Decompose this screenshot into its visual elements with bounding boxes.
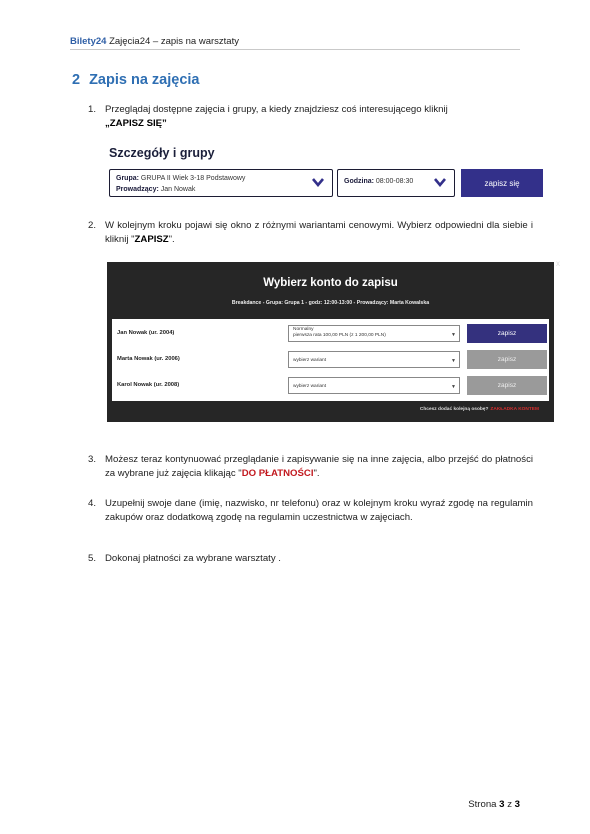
modal-title: Wybierz konto do zapisu — [263, 277, 398, 289]
page-sep: z — [507, 799, 512, 810]
account-list — [112, 319, 549, 401]
account-row — [112, 321, 549, 347]
variant-select[interactable] — [288, 325, 460, 342]
document-header — [70, 36, 239, 47]
header-divider — [70, 49, 520, 50]
account-name: Jan Nowak (ur. 2004) — [117, 330, 175, 336]
page-number: 3 — [499, 799, 505, 810]
chevron-down-icon — [434, 178, 446, 187]
group-select[interactable] — [109, 169, 333, 197]
enroll-button[interactable]: zapisz — [467, 350, 547, 369]
list-item — [88, 497, 533, 525]
list-number: 1. — [88, 104, 97, 115]
leader-label: Prowadzący: — [116, 186, 159, 193]
page-total: 3 — [514, 799, 520, 810]
list-item — [88, 219, 533, 247]
leader-value: Jan Nowak — [160, 186, 196, 193]
list-number: 5. — [88, 553, 97, 564]
dropdown-arrow-icon: ▼ — [451, 332, 456, 338]
list-item — [88, 103, 533, 131]
add-person-link[interactable]: ZAKŁADKA KONTEM — [490, 407, 539, 412]
list-bold: DO PŁATNOŚCI — [241, 468, 314, 479]
dropdown-arrow-icon: ▼ — [451, 358, 456, 364]
list-text: W kolejnym kroku pojawi się okno z różnymi wariantami cenowymi. Wybierz odpowiedni dla siebie i kliknij " — [105, 220, 533, 245]
section-heading — [72, 72, 200, 88]
variant-line2: pierwsza rata 100,00 PLN (z 1 200,00 PLN) — [293, 333, 386, 338]
list-number: 4. — [88, 498, 97, 509]
list-number: 3. — [88, 454, 97, 465]
close-icon[interactable]: x — [556, 259, 560, 268]
variant-select[interactable] — [288, 377, 460, 394]
time-value: 08:00-08:30 — [375, 178, 414, 185]
variant-line1: Normalny — [293, 327, 314, 332]
list-bold: ZAPISZ — [134, 234, 169, 245]
list-number: 2. — [88, 220, 97, 231]
group-details-screenshot — [109, 146, 543, 202]
list-item — [88, 552, 533, 566]
document-title: Zajęcia24 – zapis na warsztaty — [109, 36, 239, 47]
variant-line1: wybierz wariant — [293, 384, 327, 389]
account-name: Karol Nowak (ur. 2008) — [117, 382, 180, 388]
list-text: Uzupełnij swoje dane (imię, nazwisko, nr telefonu) oraz w kolejnym kroku wyraź zgodę na regulamin zakupów oraz dodatkową zgodę na regulamin uczestnictwa w zajęciach. — [105, 498, 533, 523]
enroll-button[interactable]: zapisz — [467, 324, 547, 343]
section-title: Zapis na zajęcia — [89, 72, 200, 88]
group-value: GRUPA II Wiek 3-18 Podstawowy — [140, 175, 246, 182]
page-footer — [468, 799, 520, 810]
account-name: Marta Nowak (ur. 2006) — [117, 356, 180, 362]
page-label: Strona — [468, 799, 497, 810]
time-label: Godzina: — [344, 178, 374, 185]
time-select[interactable] — [337, 169, 455, 197]
enroll-button[interactable]: zapisz — [467, 376, 547, 395]
modal-subtitle: Breakdance - Grupa: Grupa 1 - godz: 12:00-13:00 - Prowadzący: Marta Kowalska — [231, 300, 430, 306]
list-text: Dokonaj płatności za wybrane warsztaty . — [105, 553, 281, 564]
account-select-modal — [107, 259, 560, 422]
list-item — [88, 453, 533, 481]
dropdown-arrow-icon: ▼ — [451, 384, 456, 390]
chevron-down-icon — [312, 178, 324, 187]
list-bold: „ZAPISZ SIĘ” — [105, 118, 167, 129]
enroll-button[interactable]: zapisz się — [461, 169, 543, 197]
variant-line1: wybierz wariant — [293, 358, 327, 363]
details-title: Szczegóły i grupy — [109, 146, 215, 160]
list-text: Przeglądaj dostępne zajęcia i grupy, a kiedy znajdziesz coś interesującego kliknij — [105, 104, 448, 115]
group-label: Grupa: — [116, 175, 139, 182]
account-row — [112, 373, 549, 399]
brand-name: Bilety24 — [70, 36, 107, 47]
account-row — [112, 347, 549, 373]
list-text: Możesz teraz kontynuować przeglądanie i zapisywanie się na inne zajęcia, albo przejść do płatności za wybrane już zajęcia klikając " — [105, 454, 533, 479]
list-text-end: ". — [313, 468, 320, 479]
variant-select[interactable] — [288, 351, 460, 368]
section-number: 2 — [72, 72, 81, 88]
add-person-prompt — [420, 407, 539, 412]
add-person-text: Chcesz dodać kolejną osobę? — [419, 407, 489, 412]
list-text-end: ". — [168, 234, 175, 245]
